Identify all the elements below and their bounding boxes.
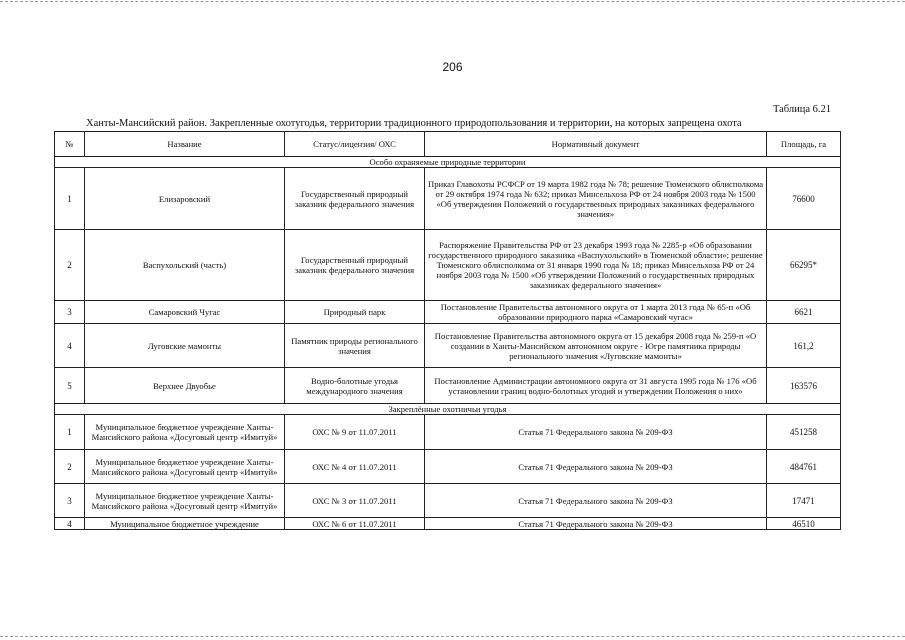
row-number: 4: [55, 518, 85, 530]
row-document: Постановление Правительства автономного округа от 15 декабря 2008 года № 259-п «О создании в Ханты-Мансийском автономном округе - Югре памятника природы регионального значения «Луговские мамонты»: [425, 324, 767, 368]
row-document: Статья 71 Федерального закона № 209-ФЗ: [425, 518, 767, 530]
column-header-document: Нормативный документ: [425, 132, 767, 157]
row-area: 17471: [767, 484, 841, 518]
section-title: Особо охраняемые природные территории: [55, 157, 841, 168]
row-document: Статья 71 Федерального закона № 209-ФЗ: [425, 484, 767, 518]
row-name: Елизаровский: [85, 168, 285, 230]
row-number: 2: [55, 450, 85, 484]
hunting-grounds-table: [54, 131, 841, 530]
row-name: Муниципальное бюджетное учреждение Ханты-Мансийского района «Досуговый центр «Имитуй»: [85, 415, 285, 450]
table-row: [55, 230, 841, 301]
row-area: 163576: [767, 368, 841, 404]
row-document: Постановление Правительства автономного округа от 1 марта 2013 года № 65-п «Об образовании природного парка «Самаровский чугас»: [425, 301, 767, 324]
row-number: 3: [55, 301, 85, 324]
row-status: Водно-болотные угодья международного значения: [285, 368, 425, 404]
row-area: 161,2: [767, 324, 841, 368]
row-area: 484761: [767, 450, 841, 484]
table-row: [55, 484, 841, 518]
row-area: 76600: [767, 168, 841, 230]
table-row: [55, 415, 841, 450]
page-number: 206: [442, 60, 463, 74]
section-row-protected-areas: [55, 157, 841, 168]
row-status: ОХС № 6 от 11.07.2011: [285, 518, 425, 530]
row-status: ОХС № 3 от 11.07.2011: [285, 484, 425, 518]
scan-edge-top: [0, 1, 905, 3]
row-name: Верхнее Двуобье: [85, 368, 285, 404]
table-row: [55, 324, 841, 368]
section-title: Закреплённые охотничьи угодья: [55, 404, 841, 415]
row-status: Природный парк: [285, 301, 425, 324]
table-label: Таблица 6.21: [772, 104, 831, 115]
row-name: Луговские мамонты: [85, 324, 285, 368]
row-name: Самаровский Чугас: [85, 301, 285, 324]
row-status: ОХС № 4 от 11.07.2011: [285, 450, 425, 484]
row-status: Государственный природный заказник федерального значения: [285, 230, 425, 301]
row-name: Муниципальное бюджетное учреждение Ханты-Мансийского района «Досуговый центр «Имитуй»: [85, 484, 285, 518]
table-row: [55, 368, 841, 404]
table-header-row: [55, 132, 841, 157]
column-header-number: №: [55, 132, 85, 157]
row-area: 6621: [767, 301, 841, 324]
row-document: Постановление Администрации автономного округа от 31 августа 1995 года № 176 «Об установлении границ водно-болотных угодий и утверждении Положения о них»: [425, 368, 767, 404]
row-document: Статья 71 Федерального закона № 209-ФЗ: [425, 450, 767, 484]
row-number: 4: [55, 324, 85, 368]
row-document: Приказ Главохоты РСФСР от 19 марта 1982 года № 78; решение Тюменского облисполкома от 29 октября 1974 года № 632; приказ Минсельхоза РФ от 24 ноября 2003 года № 1500 «Об утверждении Положений о государственных природных заказниках федерального значения»: [425, 168, 767, 230]
row-document: Распоряжение Правительства РФ от 23 декабря 1993 года № 2285-р «Об образовании государственного природного заказника «Васпухольский» в Тюменской области»; решение Тюменского облисполкома от 31 января 1990 года № 18; приказ Минсельхоза РФ от 24 ноября 2003 года № 1500 «Об утверждении Положений о государственных природных заказниках федерального значения»: [425, 230, 767, 301]
row-name: Васпухольский (часть): [85, 230, 285, 301]
row-document: Статья 71 Федерального закона № 209-ФЗ: [425, 415, 767, 450]
scan-edge-bottom: [0, 636, 905, 638]
table-row: [55, 168, 841, 230]
row-number: 1: [55, 415, 85, 450]
row-status: Памятник природы регионального значения: [285, 324, 425, 368]
row-status: ОХС № 9 от 11.07.2011: [285, 415, 425, 450]
column-header-name: Название: [85, 132, 285, 157]
column-header-status: Статус/лицензия/ ОХС: [285, 132, 425, 157]
row-number: 1: [55, 168, 85, 230]
row-name: Муниципальное бюджетное учреждение: [85, 518, 285, 530]
section-row-hunting-grounds: [55, 404, 841, 415]
row-area: 46510: [767, 518, 841, 530]
table-row: [55, 301, 841, 324]
row-number: 5: [55, 368, 85, 404]
row-area: 451258: [767, 415, 841, 450]
row-status: Государственный природный заказник федерального значения: [285, 168, 425, 230]
row-area: 66295*: [767, 230, 841, 301]
row-name: Муниципальное бюджетное учреждение Ханты-Мансийского района «Досуговый центр «Имитуй»: [85, 450, 285, 484]
row-number: 3: [55, 484, 85, 518]
row-number: 2: [55, 230, 85, 301]
table-row: [55, 450, 841, 484]
column-header-area: Площадь, га: [767, 132, 841, 157]
table-row: [55, 518, 841, 530]
table-caption: Ханты-Мансийский район. Закрепленные охотугодья, территории традиционного природопользования и территории, на которых запрещена охота: [86, 118, 742, 129]
